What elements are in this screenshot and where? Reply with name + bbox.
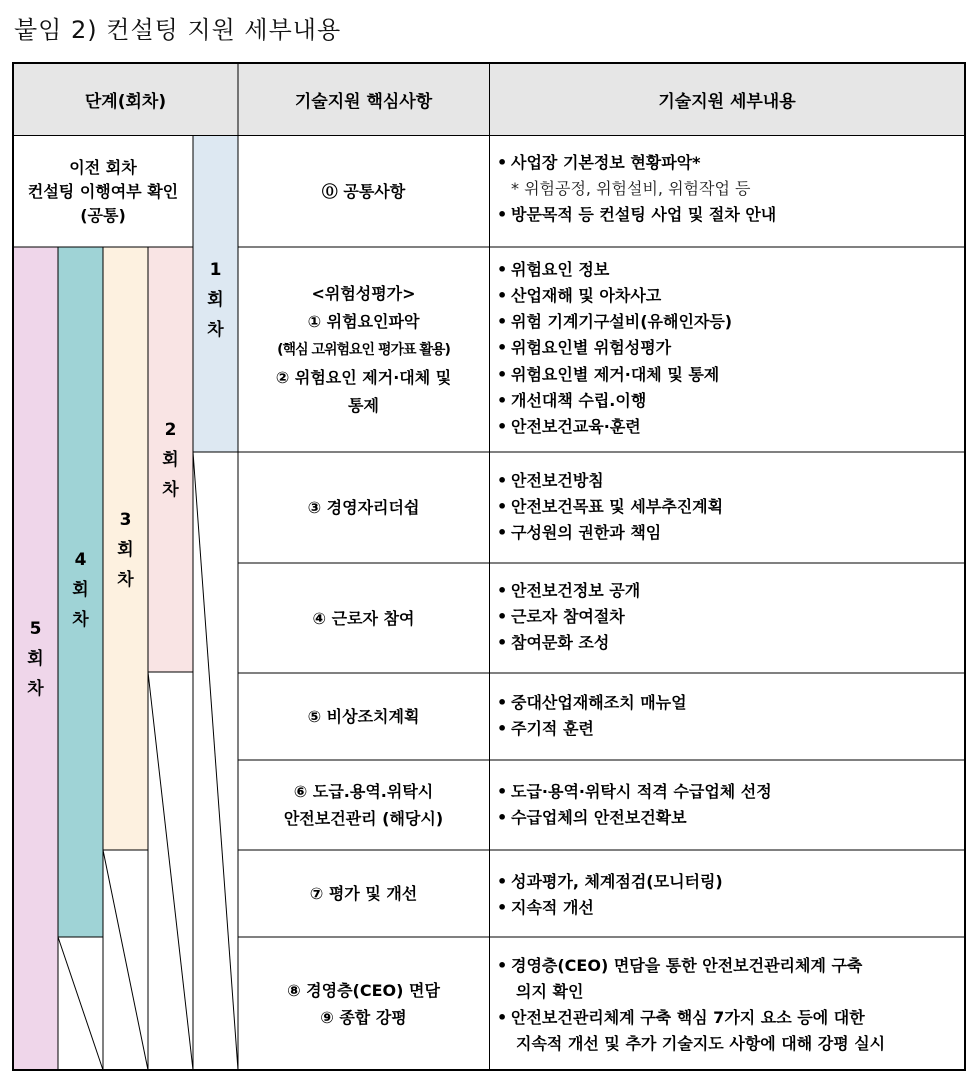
round-1-number: 1 (209, 260, 222, 280)
core-text: ⑨ 종합 강평 (320, 1007, 407, 1027)
bullet-dot: • (497, 782, 508, 801)
bullet-dot: • (497, 205, 508, 224)
bullet-dot: • (497, 898, 508, 917)
bullet-dot: • (497, 633, 508, 652)
detail-text: 참여문화 조성 (511, 633, 610, 652)
round-4-cha: 차 (72, 610, 89, 630)
detail-text: 안전보건정보 공개 (511, 581, 641, 600)
bullet-dot: • (497, 808, 508, 827)
diagonal (58, 937, 103, 1070)
header-stage: 단계(회차) (84, 91, 167, 112)
detail-text: 안전보건방침 (511, 471, 604, 490)
bullet-dot: • (497, 1008, 508, 1027)
bullet-dot: • (497, 417, 508, 436)
diagonal (193, 452, 238, 1070)
detail-text: * 위험공정, 위험설비, 위험작업 등 (511, 179, 751, 198)
diagonal (148, 672, 193, 1070)
round-3-cha: 차 (117, 570, 134, 590)
round-2-cha: 차 (162, 480, 179, 500)
detail-text: 산업재해 및 아차사고 (511, 286, 662, 305)
round-4-hoe: 회 (72, 580, 89, 600)
core-text: ⑤ 비상조치계획 (307, 707, 420, 726)
round-2-hoe: 회 (162, 450, 179, 470)
detail-text: 방문목적 등 컨설팅 사업 및 절차 안내 (511, 205, 777, 224)
bullet-dot: • (497, 581, 508, 600)
page-title: 붙임 2) 컨설팅 지원 세부내용 (14, 16, 342, 44)
core-text: 통제 (348, 395, 379, 415)
detail-text: 성과평가, 체계점검(모니터링) (511, 872, 723, 891)
detail-text: 위험요인별 제거·대체 및 통제 (511, 365, 720, 384)
detail-text: 의지 확인 (516, 982, 584, 1001)
round-1-cha: 차 (207, 320, 224, 340)
bullet-dot: • (497, 497, 508, 516)
header-detail: 기술지원 세부내용 (658, 91, 796, 112)
detail-text: 구성원의 권한과 책임 (511, 523, 662, 542)
detail-text: 사업장 기본정보 현황파악* (511, 153, 701, 172)
header-core: 기술지원 핵심사항 (294, 91, 433, 112)
core-text: 안전보건관리 (해당시) (283, 809, 444, 828)
bullet-dot: • (497, 312, 508, 331)
detail-text: 개선대책 수립.이행 (511, 391, 647, 410)
bullet-dot: • (497, 391, 508, 410)
detail-text: 도급·용역·위탁시 적격 수급업체 선정 (511, 782, 772, 801)
core-text: ⓪ 공통사항 (321, 182, 406, 201)
prev-line-2: 컨설팅 이행여부 확인 (27, 181, 179, 201)
bullet-dot: • (497, 872, 508, 891)
detail-text: 위험요인별 위험성평가 (511, 338, 672, 357)
detail-text: 안전보건목표 및 세부추진계획 (511, 497, 724, 516)
core-text: ④ 근로자 참여 (312, 608, 415, 628)
bullet-dot: • (497, 693, 508, 712)
detail-text: 중대산업재해조치 매뉴얼 (511, 693, 687, 712)
bullet-dot: • (497, 607, 508, 626)
detail-text: 주기적 훈련 (511, 719, 594, 738)
prev-line-3: (공통) (80, 205, 126, 225)
detail-text: 안전보건관리체계 구축 핵심 7가지 요소 등에 대한 (511, 1008, 865, 1027)
bullet-dot: • (497, 523, 508, 542)
bullet-dot: • (497, 153, 508, 172)
prev-line-1: 이전 회차 (69, 157, 137, 177)
detail-text: 위험요인 정보 (511, 260, 610, 279)
bullet-dot: • (497, 338, 508, 357)
core-text: ⑧ 경영층(CEO) 면담 (287, 980, 440, 1000)
core-text: ⑦ 평가 및 개선 (309, 884, 418, 903)
core-text: ② 위험요인 제거·대체 및 (275, 367, 452, 387)
detail-text: 지속적 개선 및 추가 기술지도 사항에 대해 강평 실시 (516, 1034, 886, 1053)
round-1-hoe: 회 (207, 290, 224, 310)
detail-text: 지속적 개선 (511, 898, 594, 917)
bullet-dot: • (497, 286, 508, 305)
bullet-dot: • (497, 260, 508, 279)
detail-text: 수급업체의 안전보건확보 (511, 808, 687, 827)
round-5-hoe: 회 (27, 649, 44, 669)
round-2-number: 2 (164, 420, 177, 440)
core-text: ③ 경영자리더쉽 (307, 498, 420, 517)
detail-text: 경영층(CEO) 면담을 통한 안전보건관리체계 구축 (511, 956, 863, 975)
diagonal (103, 850, 148, 1070)
round-4-number: 4 (74, 550, 87, 570)
bullet-dot: • (497, 365, 508, 384)
bullet-dot: • (497, 956, 508, 975)
bullet-dot: • (497, 719, 508, 738)
core-text: <위험성평가> (311, 283, 416, 303)
detail-text: 위험 기계기구설비(유해인자등) (511, 312, 733, 331)
bullet-dot: • (497, 471, 508, 490)
round-3-number: 3 (119, 510, 132, 530)
detail-text: 근로자 참여절차 (511, 607, 625, 626)
core-text: ⑥ 도급.용역.위탁시 (293, 782, 434, 801)
detail-text: 안전보건교육·훈련 (511, 417, 641, 436)
core-text: (핵심 고위험요인 평가표 활용) (277, 341, 450, 358)
core-text: ① 위험요인파악 (307, 311, 420, 331)
round-5-cha: 차 (27, 679, 44, 699)
round-5-number: 5 (29, 619, 42, 639)
round-3-hoe: 회 (117, 540, 134, 560)
